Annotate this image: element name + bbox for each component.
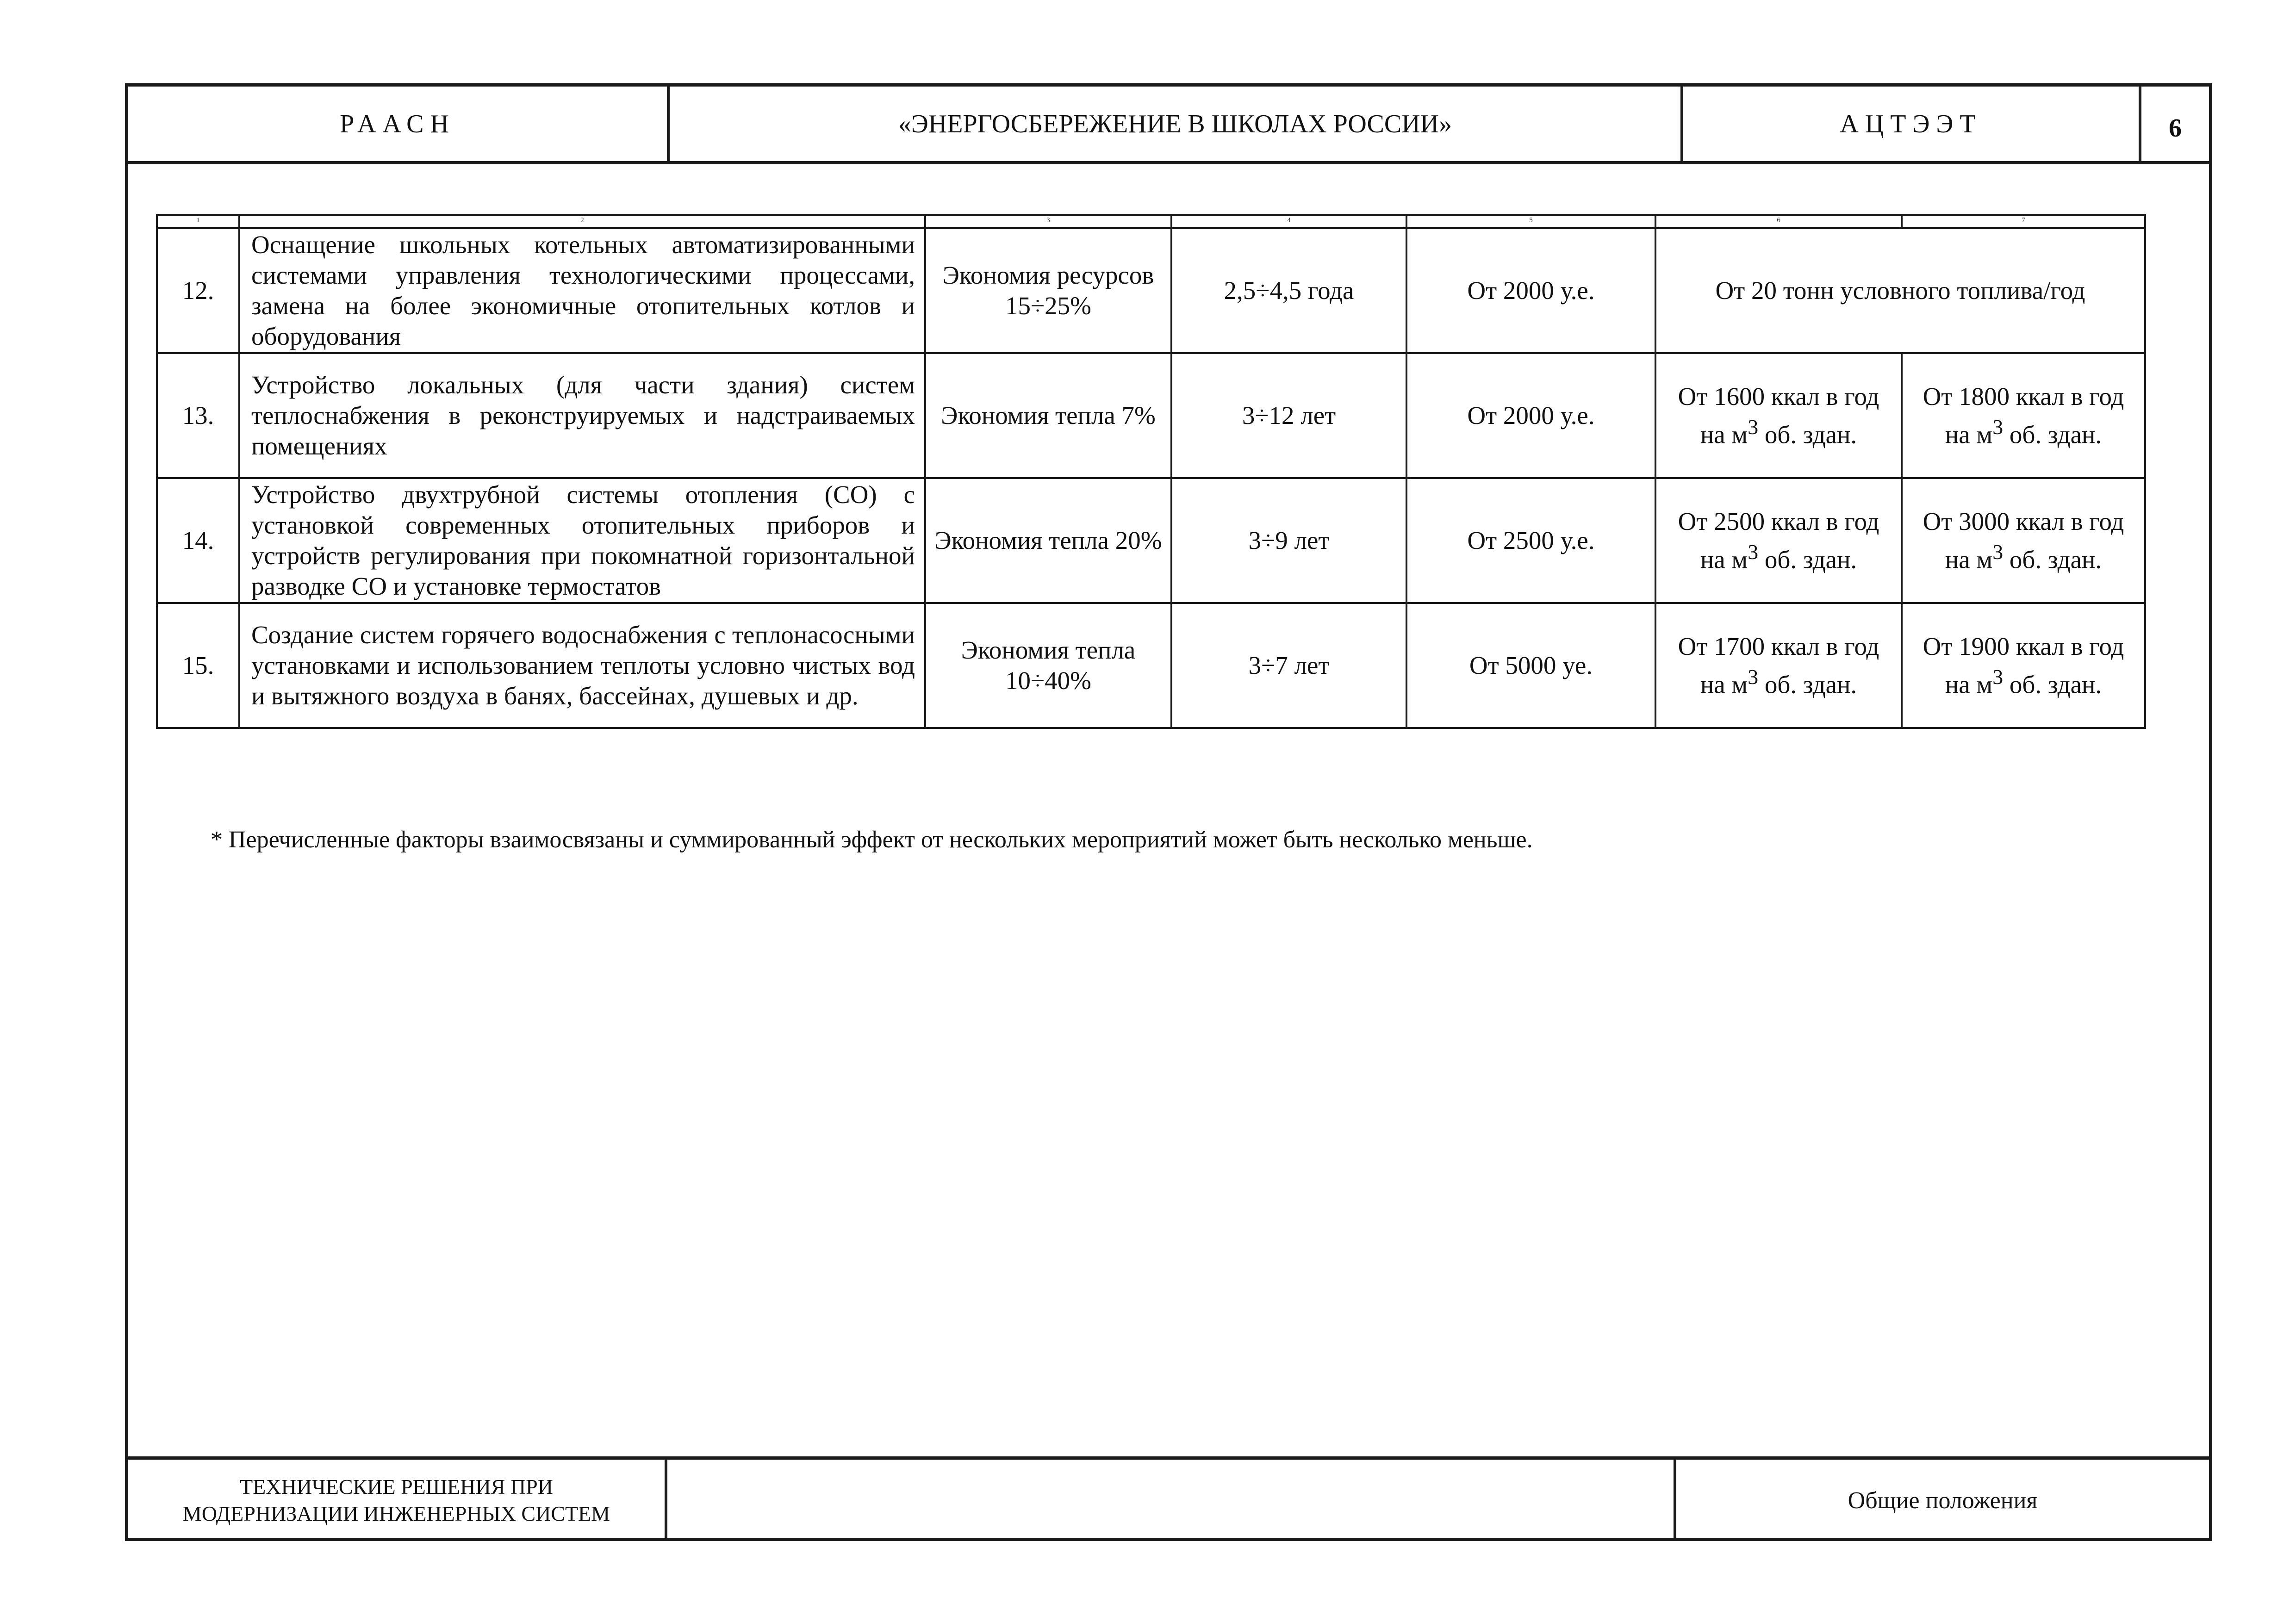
- column-number: 5: [1406, 215, 1655, 228]
- header-title: «ЭНЕРГОСБЕРЕЖЕНИЕ В ШКОЛАХ РОССИИ»: [670, 87, 1683, 161]
- page-frame: [125, 83, 2212, 1541]
- measure-cost: От 5000 уе.: [1406, 603, 1655, 728]
- unit-sup: 3: [1992, 665, 2004, 689]
- title-block-footer: [128, 1456, 2209, 1541]
- column-number-row: [157, 215, 2145, 228]
- header-org2: АЦТЭЭТ: [1683, 87, 2141, 161]
- unit-prefix: на м: [1700, 545, 1748, 574]
- measure-effect: Экономия тепла 10÷40%: [925, 603, 1171, 728]
- column-number: 3: [925, 215, 1171, 228]
- unit-sup: 3: [1748, 665, 1759, 689]
- unit-prefix: на м: [1945, 545, 1993, 574]
- measure-effect: Экономия тепла 7%: [925, 353, 1171, 478]
- row-number: 15.: [157, 603, 239, 728]
- footer-doc-line-2: МОДЕРНИЗАЦИИ ИНЖЕНЕРНЫХ СИСТЕМ: [182, 1502, 610, 1525]
- saving-value: От 1800 ккал в год: [1923, 382, 2124, 410]
- measure-description: Устройство двухтрубной системы отопления (СО) с установкой современных отопительных приборов и устройств регулирования при покомнатной горизонтальной разводке СО и установке термостатов: [239, 478, 925, 603]
- unit-prefix: на м: [1945, 670, 1993, 699]
- measure-cost: От 2000 у.е.: [1406, 228, 1655, 353]
- page-number: 6: [2169, 113, 2182, 143]
- saving-value: От 1600 ккал в год: [1678, 382, 1879, 410]
- table-row: [157, 353, 2145, 478]
- unit-sup: 3: [1992, 415, 2004, 439]
- saving-value: От 1900 ккал в год: [1923, 632, 2124, 660]
- table-row: [157, 603, 2145, 728]
- column-number: 4: [1171, 215, 1406, 228]
- unit-suffix: об. здан.: [1758, 670, 1857, 699]
- measure-saving-a: [1655, 478, 1902, 603]
- measure-description: Создание систем горячего водоснабжения с теплонасосными установками и использованием теплоты условно чистых вод и вытяжного воздуха в банях, бассейнах, душевых и др.: [239, 603, 925, 728]
- footer-section: Общие положения: [1848, 1487, 2038, 1514]
- column-number: 7: [1902, 215, 2145, 228]
- measure-effect: Экономия ресурсов 15÷25%: [925, 228, 1171, 353]
- column-number: 2: [239, 215, 925, 228]
- saving-value: От 3000 ккал в год: [1923, 507, 2124, 535]
- footer-doc-line-1: ТЕХНИЧЕСКИЕ РЕШЕНИЯ ПРИ: [240, 1475, 553, 1499]
- unit-suffix: об. здан.: [2003, 420, 2102, 449]
- table-row: [157, 228, 2145, 353]
- unit-prefix: на м: [1700, 420, 1748, 449]
- row-number: 12.: [157, 228, 239, 353]
- measure-payback: 2,5÷4,5 года: [1171, 228, 1406, 353]
- column-number: 6: [1655, 215, 1902, 228]
- unit-sup: 3: [1748, 415, 1759, 439]
- unit-suffix: об. здан.: [1758, 545, 1857, 574]
- measure-effect: Экономия тепла 20%: [925, 478, 1171, 603]
- measure-cost: От 2000 у.е.: [1406, 353, 1655, 478]
- unit-suffix: об. здан.: [2003, 545, 2102, 574]
- measures-table: [156, 214, 2146, 729]
- measure-description: Оснащение школьных котельных автоматизированными системами управления технологическими процессами, замена на более экономичные отопительных котлов и оборудования: [239, 228, 925, 353]
- measure-description: Устройство локальных (для части здания) систем теплоснабжения в реконструируемых и надстраиваемых помещениях: [239, 353, 925, 478]
- measure-cost: От 2500 у.е.: [1406, 478, 1655, 603]
- measure-saving-a: [1655, 353, 1902, 478]
- measure-saving-b: [1902, 478, 2145, 603]
- saving-value: От 2500 ккал в год: [1678, 507, 1879, 535]
- column-number: 1: [157, 215, 239, 228]
- title-block-header: [128, 87, 2209, 164]
- table-row: [157, 478, 2145, 603]
- header-org: РААСН: [128, 87, 670, 161]
- footer-document-name: [128, 1460, 667, 1541]
- unit-prefix: на м: [1945, 420, 1993, 449]
- measure-payback: 3÷12 лет: [1171, 353, 1406, 478]
- measure-saving-a: [1655, 603, 1902, 728]
- saving-value: От 1700 ккал в год: [1678, 632, 1879, 660]
- unit-suffix: об. здан.: [1758, 420, 1857, 449]
- row-number: 14.: [157, 478, 239, 603]
- unit-suffix: об. здан.: [2003, 670, 2102, 699]
- measure-saving: От 20 тонн условного топлива/год: [1655, 228, 2145, 353]
- measure-payback: 3÷9 лет: [1171, 478, 1406, 603]
- row-number: 13.: [157, 353, 239, 478]
- unit-sup: 3: [1748, 540, 1759, 564]
- measure-saving-b: [1902, 353, 2145, 478]
- unit-sup: 3: [1992, 540, 2004, 564]
- measure-payback: 3÷7 лет: [1171, 603, 1406, 728]
- footnote: * Перечисленные факторы взаимосвязаны и суммированный эффект от нескольких мероприятий может быть несколько меньше.: [211, 827, 1533, 853]
- measure-saving-b: [1902, 603, 2145, 728]
- unit-prefix: на м: [1700, 670, 1748, 699]
- footer-empty-cell: [667, 1460, 1676, 1541]
